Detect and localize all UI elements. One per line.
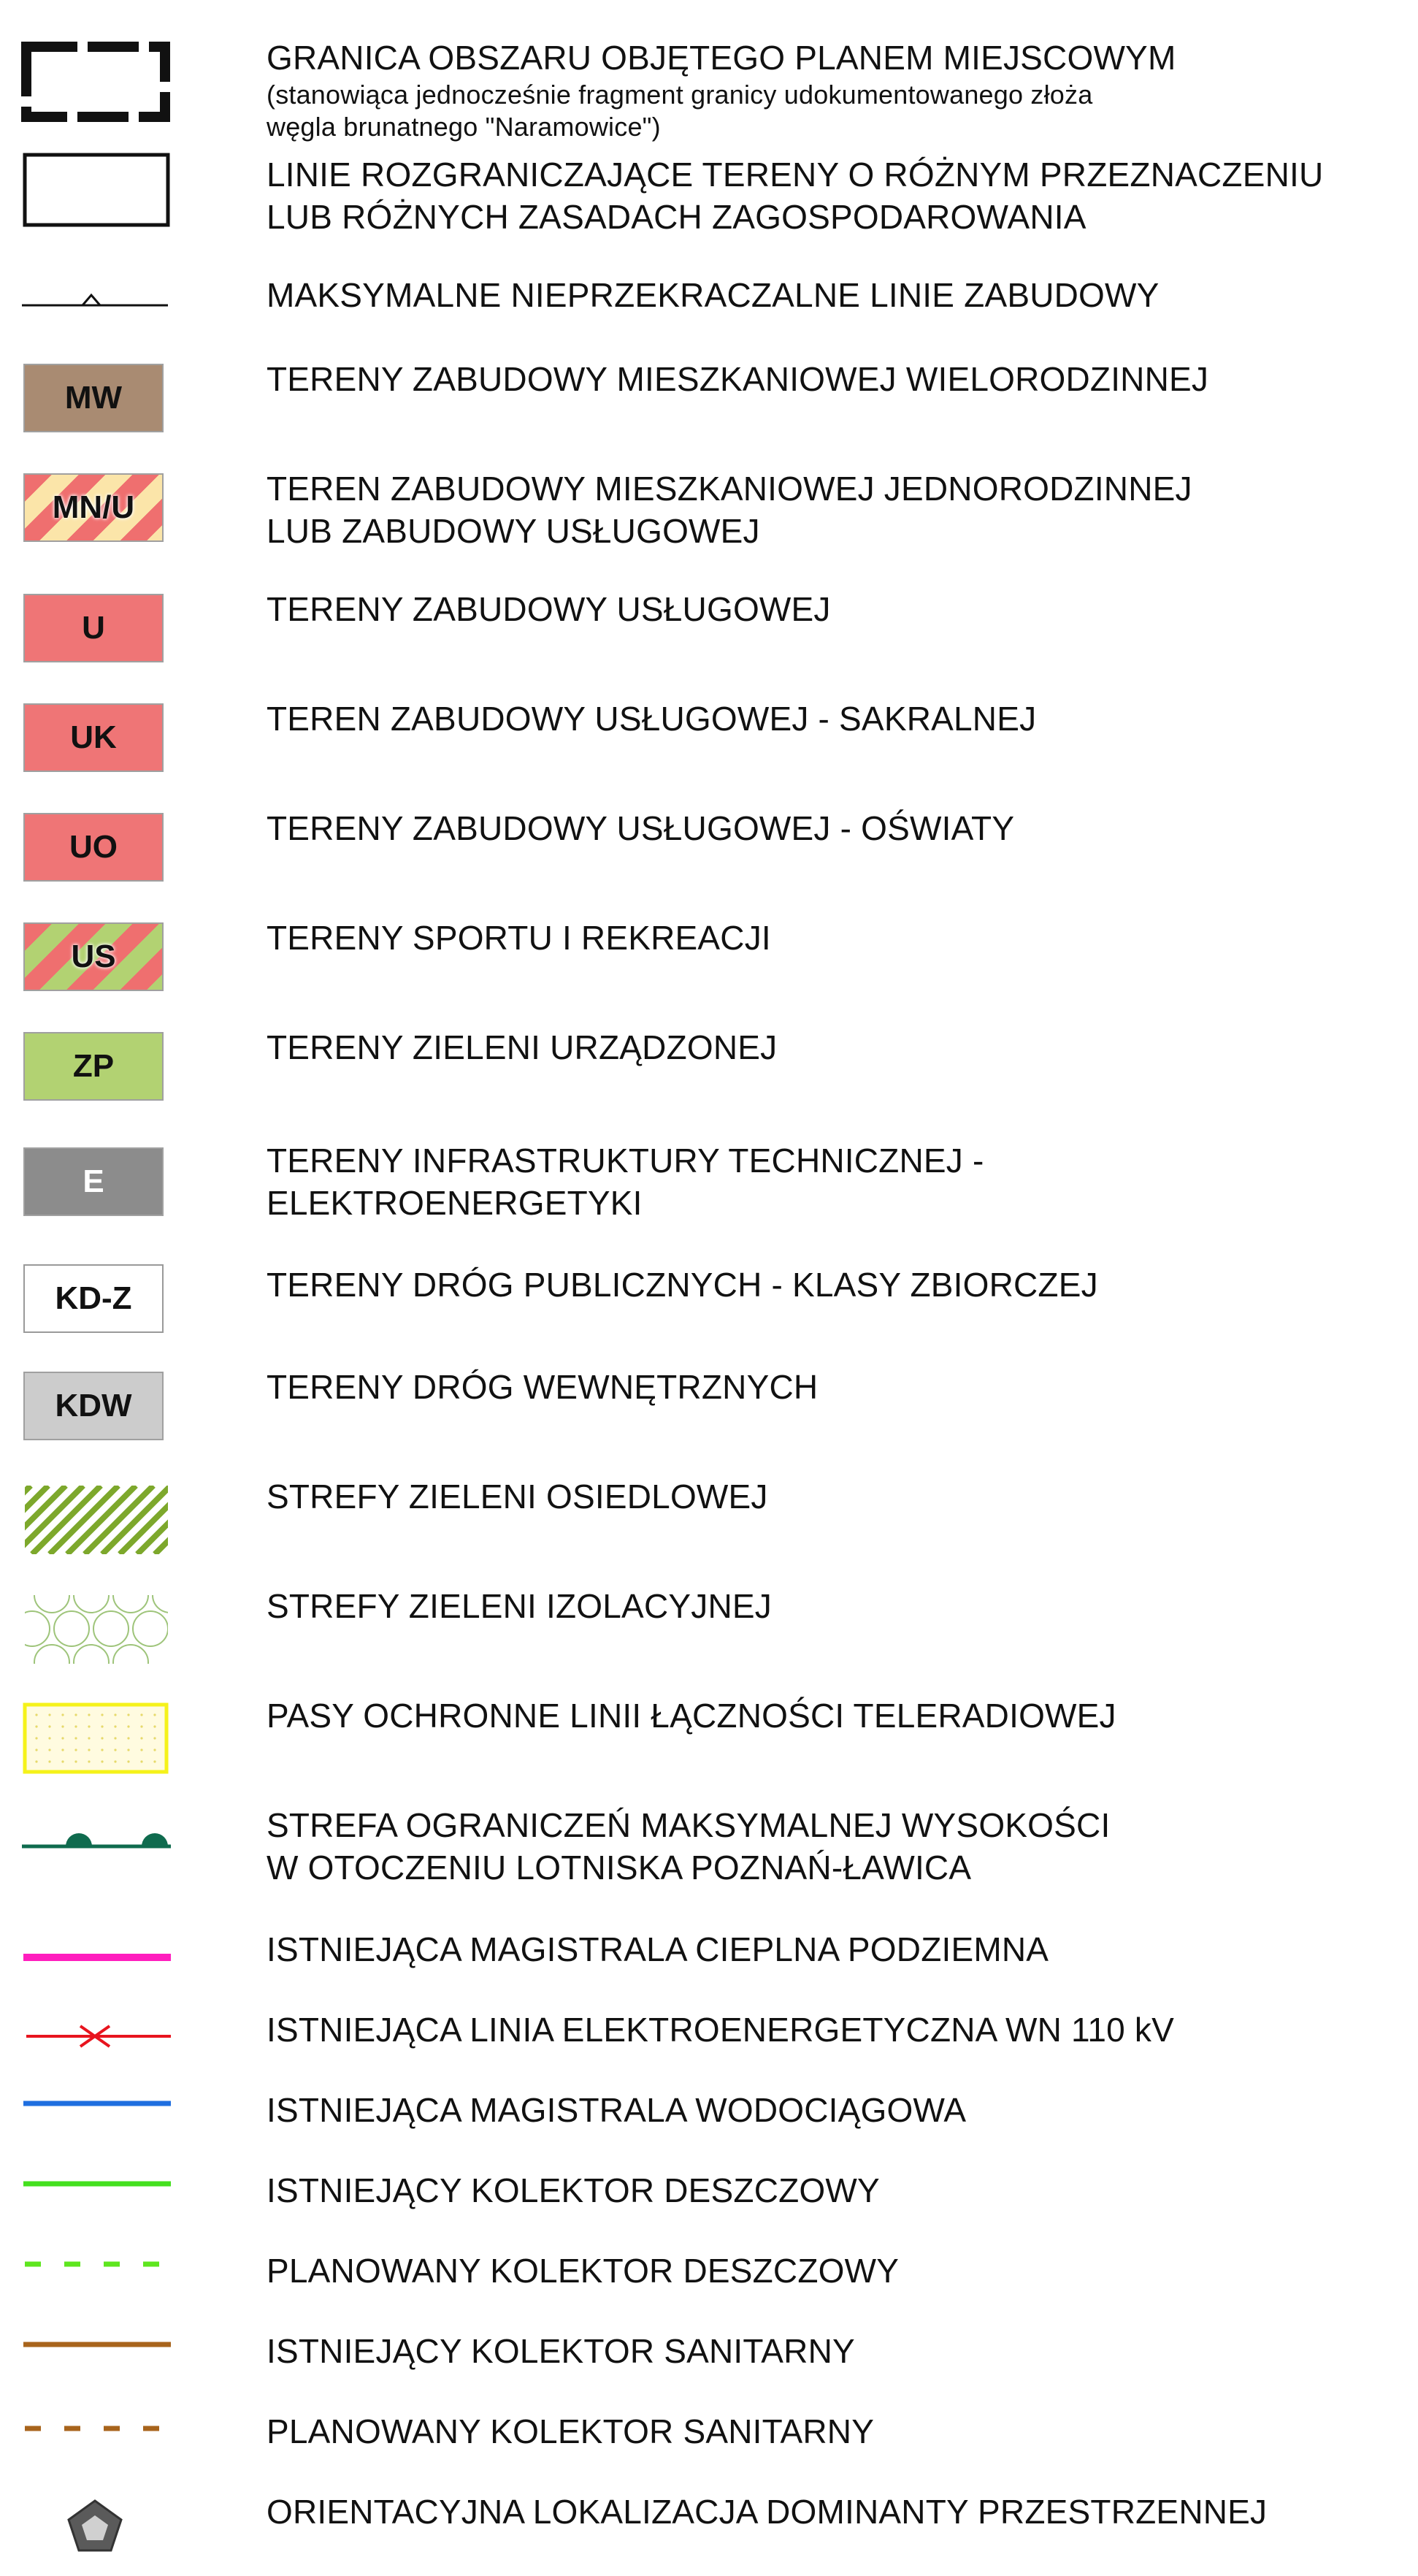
legend-symbol-yellow-dots (15, 1694, 175, 1782)
legend-label (267, 917, 771, 959)
legend-label (267, 2009, 1174, 2051)
legend-label (267, 1475, 768, 1518)
legend-code: US (71, 939, 116, 974)
legend-label-line: ISTNIEJĄCY KOLEKTOR DESZCZOWY (267, 2171, 880, 2209)
legend-code: MW (64, 380, 123, 416)
legend-label (267, 2169, 880, 2212)
legend-label-line: TEREN ZABUDOWY MIESZKANIOWEJ JEDNORODZINNEJ (267, 470, 1192, 508)
legend-label-line: TERENY ZIELENI URZĄDZONEJ (267, 1028, 778, 1066)
legend-label-line: TEREN ZABUDOWY USŁUGOWEJ - SAKRALNEJ (267, 700, 1037, 738)
legend-label (267, 1366, 818, 1408)
legend-label-line: MAKSYMALNE NIEPRZEKRACZALNE LINIE ZABUDOWY (267, 276, 1160, 314)
legend-symbol-dash (15, 2220, 175, 2308)
legend-label-line: PLANOWANY KOLEKTOR SANITARNY (267, 2412, 875, 2450)
legend-label (267, 2491, 1267, 2533)
legend-label (267, 1804, 1110, 1889)
legend-swatch (23, 703, 164, 772)
legend-label (267, 37, 1176, 143)
legend-symbol-line (15, 2140, 175, 2228)
legend-label-subline: węgla brunatnego "Naramowice") (267, 112, 661, 142)
legend-label-line: GRANICA OBSZARU OBJĘTEGO PLANEM MIEJSCOWYM (267, 39, 1176, 77)
legend-label-line: ORIENTACYJNA LOKALIZACJA DOMINANTY PRZESTRZENNEJ (267, 2493, 1268, 2531)
legend-label (267, 2089, 966, 2131)
legend-symbol-dash (15, 2385, 175, 2472)
legend-label-line: STREFY ZIELENI OSIEDLOWEJ (267, 1478, 768, 1516)
legend-label-line: ELEKTROENERGETYKI (267, 1184, 643, 1222)
legend-symbol-demarcation-lines (15, 148, 175, 235)
legend-label-line: STREFY ZIELENI IZOLACYJNEJ (267, 1587, 772, 1625)
legend-label (267, 1264, 1098, 1306)
legend-label-line: TERENY ZABUDOWY USŁUGOWEJ - OŚWIATY (267, 809, 1015, 847)
legend-label-line: TERENY SPORTU I REKREACJI (267, 919, 771, 957)
legend-swatch (23, 813, 164, 882)
legend-symbol-airport-zone (15, 1797, 175, 1884)
legend-label (267, 467, 1192, 552)
legend-swatch (23, 1372, 164, 1440)
legend-symbol-hatch-green (15, 1475, 175, 1563)
legend-label-line: TERENY DRÓG PUBLICZNYCH - KLASY ZBIORCZEJ (267, 1266, 1098, 1304)
legend-label-line: PLANOWANY KOLEKTOR DESZCZOWY (267, 2252, 900, 2290)
legend-swatch (23, 364, 164, 432)
legend-symbol-line (15, 2301, 175, 2388)
legend-label-line: STREFA OGRANICZEŃ MAKSYMALNEJ WYSOKOŚCI (267, 1806, 1111, 1844)
legend-swatch (23, 922, 164, 991)
legend-label-line: LUB RÓŻNYCH ZASADACH ZAGOSPODAROWANIA (267, 198, 1087, 236)
legend-label (267, 1139, 984, 1224)
legend-label-line: ISTNIEJĄCY KOLEKTOR SANITARNY (267, 2332, 855, 2370)
legend-label-line: ISTNIEJĄCA MAGISTRALA WODOCIĄGOWA (267, 2091, 967, 2129)
legend-swatch (23, 473, 164, 542)
legend-symbol-building-line (15, 256, 175, 343)
legend-label (267, 588, 831, 630)
legend-swatch (23, 594, 164, 662)
legend-swatch (23, 1147, 164, 1216)
legend-label-line: LINIE ROZGRANICZAJĄCE TERENY O RÓŻNYM PRZEZNACZENIU (267, 156, 1324, 194)
legend-code: ZP (72, 1048, 115, 1084)
legend-label-line: PASY OCHRONNE LINII ŁĄCZNOŚCI TELERADIOWEJ (267, 1697, 1116, 1735)
legend-symbol-plan-boundary (15, 38, 175, 126)
legend-label (267, 1928, 1049, 1971)
legend-code: UK (70, 719, 117, 755)
legend-label (267, 697, 1036, 740)
legend-label (267, 1026, 777, 1069)
legend-label-subline: (stanowiąca jednocześnie fragment granicy udokumentowanego złoża (267, 80, 1093, 110)
legend-label-line: ISTNIEJĄCA MAGISTRALA CIEPLNA PODZIEMNA (267, 1930, 1049, 1968)
legend-label (267, 2410, 874, 2453)
legend-label-line: TERENY DRÓG WEWNĘTRZNYCH (267, 1368, 819, 1406)
legend-label (267, 2250, 899, 2292)
legend-label (267, 274, 1160, 316)
legend-label-line: W OTOCZENIU LOTNISKA POZNAŃ-ŁAWICA (267, 1849, 972, 1887)
legend-label (267, 1585, 772, 1627)
legend-swatch (23, 1264, 164, 1333)
legend-swatch (23, 1032, 164, 1101)
legend-code: MN/U (52, 489, 135, 525)
legend-label-line: LUB ZABUDOWY USŁUGOWEJ (267, 512, 760, 550)
legend-label (267, 1694, 1116, 1737)
legend-code: E (83, 1163, 104, 1199)
legend-label (267, 807, 1014, 849)
legend-symbol-line (15, 2060, 175, 2147)
legend-label-line: ISTNIEJĄCA LINIA ELEKTROENERGETYCZNA WN 110 kV (267, 2011, 1175, 2049)
legend-code: KD-Z (55, 1280, 132, 1316)
legend-label-line: TERENY ZABUDOWY MIESZKANIOWEJ WIELORODZINNEJ (267, 360, 1209, 398)
legend-code: U (82, 610, 105, 646)
legend-code: KDW (55, 1388, 132, 1423)
legend-label (267, 2330, 855, 2372)
legend-symbol-circles-green (15, 1585, 175, 1673)
legend-label-line: TERENY ZABUDOWY USŁUGOWEJ (267, 590, 831, 628)
legend-label (267, 358, 1208, 400)
legend-label-line: TERENY INFRASTRUKTURY TECHNICZNEJ - (267, 1142, 984, 1180)
legend-symbol-pentagon (15, 2483, 175, 2571)
legend-label (267, 153, 1323, 238)
legend-code: UO (69, 829, 118, 865)
legend-symbol-line (15, 1914, 175, 2001)
